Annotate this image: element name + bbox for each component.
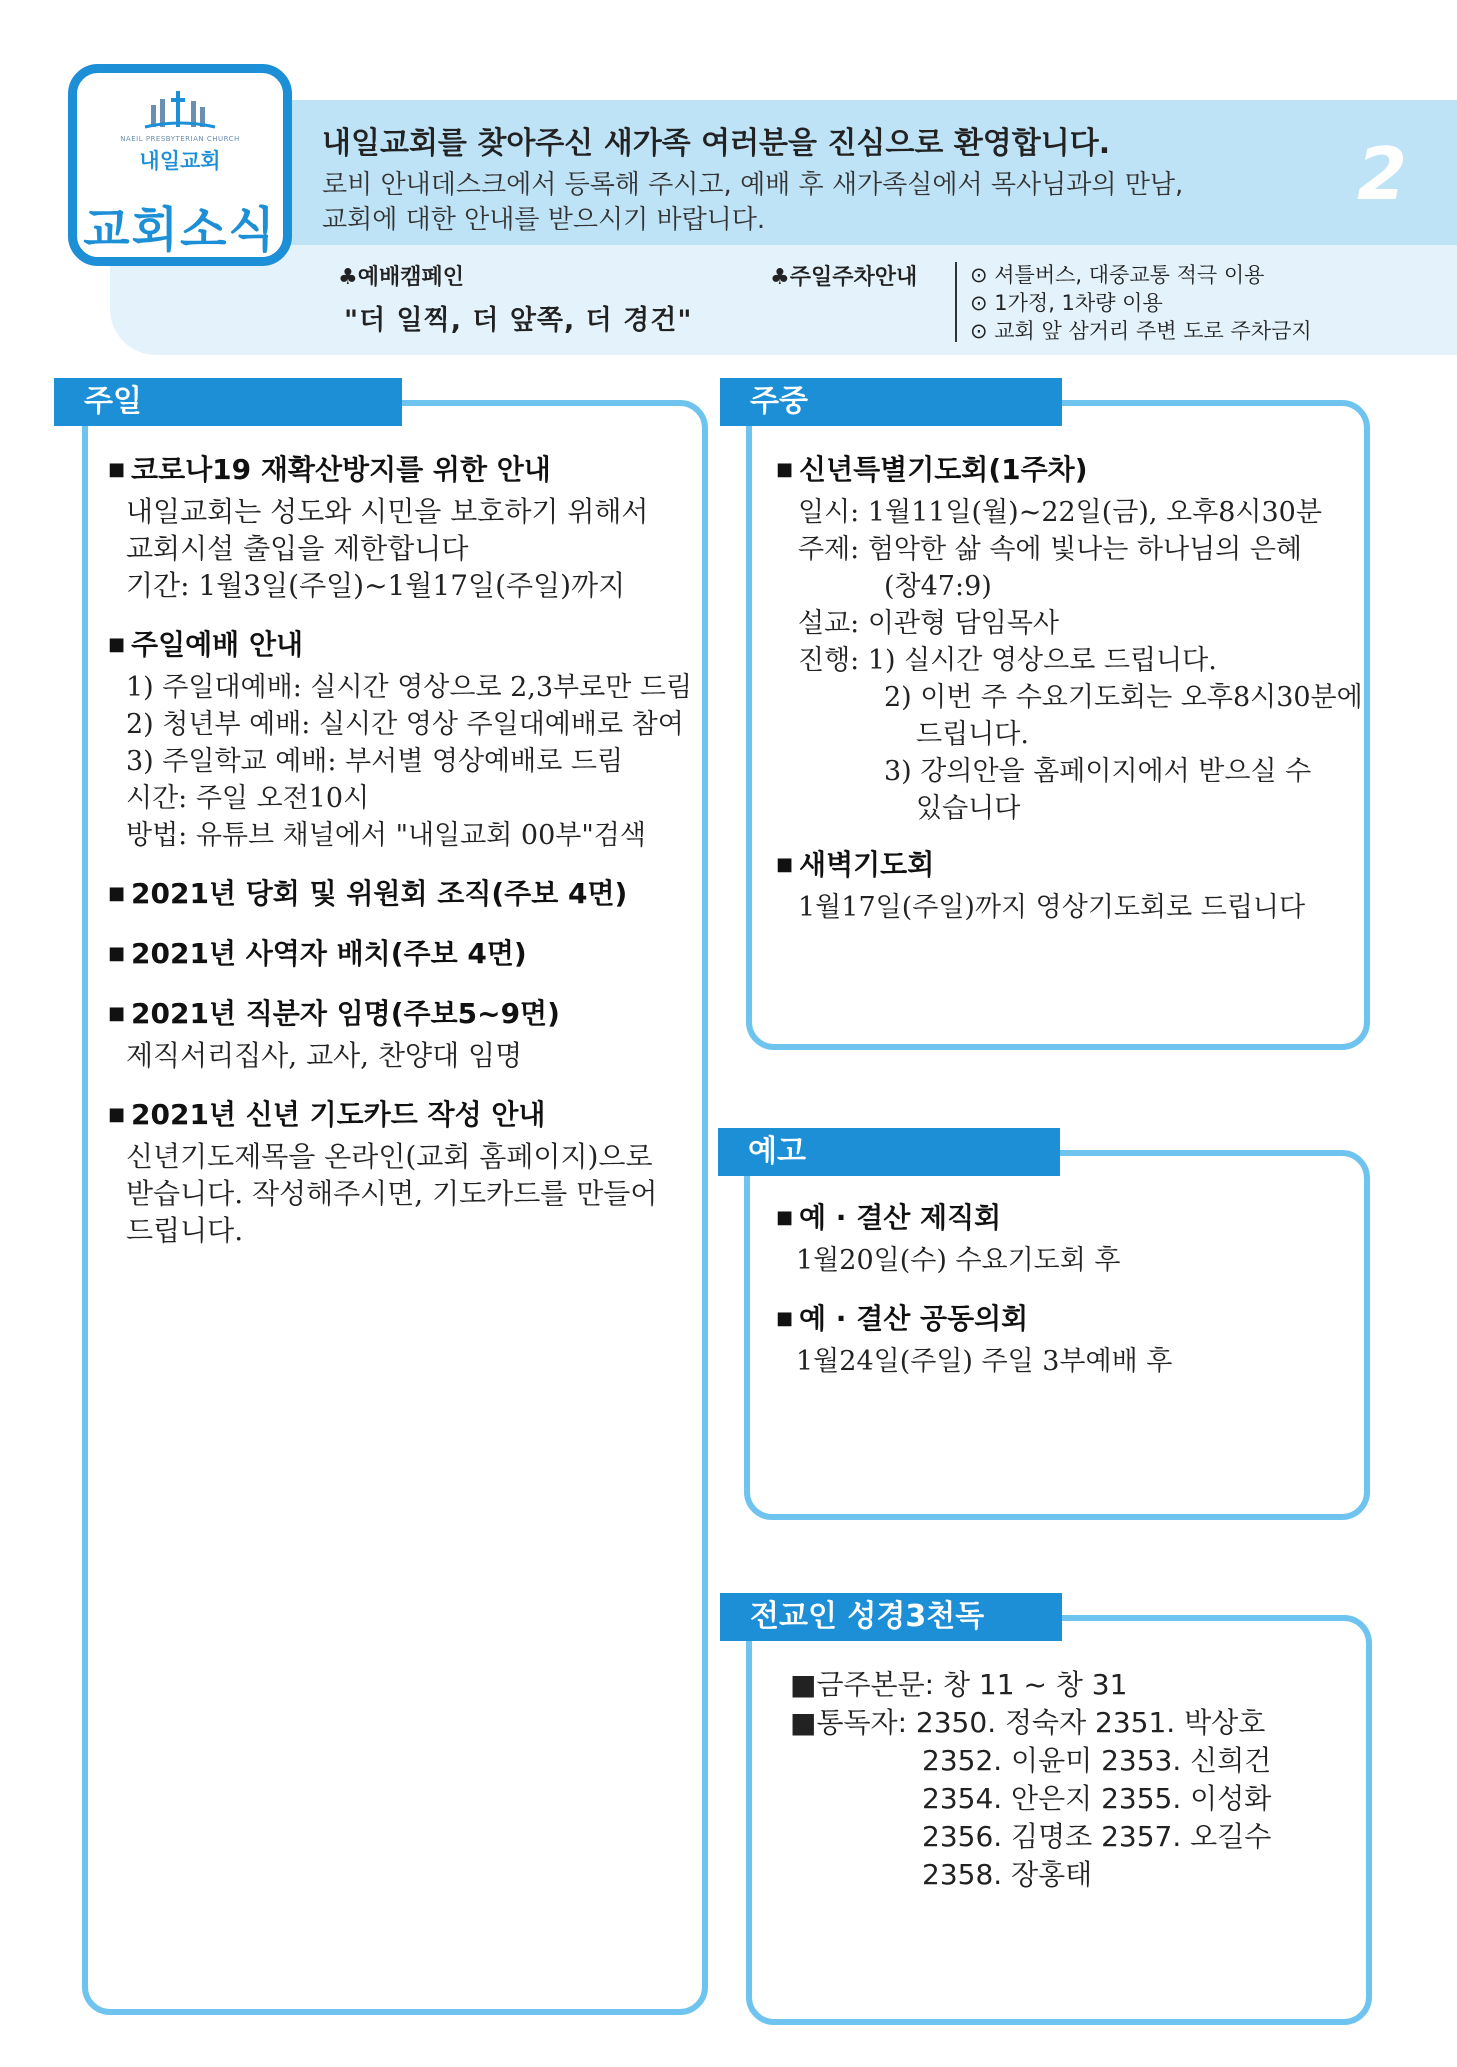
notice-item-title: ■ 예 · 결산 공동의회 bbox=[776, 1302, 1029, 1335]
sunday-item-title: ■ 2021년 당회 및 위원회 조직(주보 4면) bbox=[108, 877, 628, 910]
weekday-item-line: 설교: 이관형 담임목사 bbox=[798, 608, 1059, 639]
notice-item-line: 1월24일(주일) 주일 3부예배 후 bbox=[796, 1346, 1173, 1377]
parking-divider bbox=[955, 262, 957, 342]
bible-reader-line: 2354. 안은지 2355. 이성화 bbox=[922, 1782, 1272, 1815]
sunday-item-title: ■ 2021년 직분자 임명(주보5~9면) bbox=[108, 997, 560, 1030]
weekday-item-line: 주제: 험악한 삶 속에 빛나는 하나님의 은혜 bbox=[798, 534, 1302, 565]
bible-reader-line: 2358. 장홍태 bbox=[922, 1858, 1093, 1891]
bible-tab: 전교인 성경3천독 bbox=[720, 1593, 1062, 1641]
sunday-item-title: ■ 2021년 신년 기도카드 작성 안내 bbox=[108, 1098, 546, 1131]
weekday-item-line: 진행: 1) 실시간 영상으로 드립니다. bbox=[798, 645, 1217, 676]
parking-item: ⊙ 셔틀버스, 대중교통 적극 이용 bbox=[970, 263, 1265, 287]
weekday-item-line: (창47:9) bbox=[884, 571, 992, 602]
sunday-item-line: 제직서리집사, 교사, 찬양대 임명 bbox=[126, 1039, 523, 1072]
weekday-item-line: 드립니다. bbox=[916, 719, 1029, 750]
sunday-item-title: ■ 주일예배 안내 bbox=[108, 628, 304, 661]
campaign-label: ♣예배캠페인 bbox=[338, 265, 464, 290]
sunday-item-line: 신년기도제목을 온라인(교회 홈페이지)으로 bbox=[126, 1140, 653, 1173]
sunday-item-line: 기간: 1월3일(주일)~1월17일(주일)까지 bbox=[126, 569, 626, 602]
bible-reader-line: 2356. 김명조 2357. 오길수 bbox=[922, 1820, 1272, 1853]
weekday-item-line: 있습니다 bbox=[916, 793, 1021, 824]
weekday-item-title: ■ 신년특별기도회(1주차) bbox=[776, 453, 1088, 486]
sunday-item-line: 드립니다. bbox=[126, 1214, 244, 1247]
bible-passage: ■금주본문: 창 11 ~ 창 31 bbox=[790, 1668, 1128, 1701]
weekday-item-line: 3) 강의안을 홈페이지에서 받으실 수 bbox=[884, 756, 1312, 787]
weekday-item-line: 일시: 1월11일(월)~22일(금), 오후8시30분 bbox=[798, 497, 1322, 528]
campaign-slogan: "더 일찍, 더 앞쪽, 더 경건" bbox=[344, 305, 693, 336]
sunday-item-title: ■ 코로나19 재확산방지를 위한 안내 bbox=[108, 453, 551, 486]
church-logo-box bbox=[68, 64, 292, 266]
welcome-line: 교회에 대한 안내를 받으시기 바랍니다. bbox=[322, 205, 766, 235]
weekday-tab: 주중 bbox=[720, 378, 1062, 426]
welcome-heading: 내일교회를 찾아주신 새가족 여러분을 진심으로 환영합니다. bbox=[322, 126, 1111, 161]
notice-tab: 예고 bbox=[718, 1128, 1060, 1176]
bible-readers: ■통독자: 2350. 정숙자 2351. 박상호 bbox=[790, 1706, 1266, 1739]
parking-item: ⊙ 1가정, 1차량 이용 bbox=[970, 291, 1163, 315]
notice-item-line: 1월20일(수) 수요기도회 후 bbox=[796, 1245, 1121, 1276]
notice-item-title: ■ 예 · 결산 제직회 bbox=[776, 1201, 1002, 1234]
sunday-item-line: 내일교회는 성도와 시민을 보호하기 위해서 bbox=[126, 495, 649, 528]
parking-label: ♣주일주차안내 bbox=[770, 265, 918, 290]
sunday-item-line: 1) 주일대예배: 실시간 영상으로 2,3부로만 드림 bbox=[126, 672, 693, 703]
sunday-item-line: 받습니다. 작성해주시면, 기도카드를 만들어 bbox=[126, 1177, 658, 1210]
page-number: 2 bbox=[1357, 132, 1408, 216]
sunday-item-line: 2) 청년부 예배: 실시간 영상 주일대예배로 참여 bbox=[126, 709, 684, 740]
parking-item: ⊙ 교회 앞 삼거리 주변 도로 주차금지 bbox=[970, 319, 1312, 343]
church-logo-icon bbox=[143, 89, 217, 133]
weekday-item-line: 2) 이번 주 수요기도회는 오후8시30분에 bbox=[884, 682, 1363, 713]
page-title: 교회소식 bbox=[83, 202, 277, 258]
sunday-item-line: 교회시설 출입을 제한합니다 bbox=[126, 532, 469, 565]
sunday-item-line: 방법: 유튜브 채널에서 "내일교회 00부"검색 bbox=[126, 820, 646, 851]
sunday-tab: 주일 bbox=[54, 378, 402, 426]
sunday-item-line: 3) 주일학교 예배: 부서별 영상예배로 드림 bbox=[126, 746, 624, 777]
bible-reader-line: 2352. 이윤미 2353. 신희건 bbox=[922, 1744, 1272, 1777]
logo-korean-text: 내일교회 bbox=[139, 149, 221, 173]
weekday-item-line: 1월17일(주일)까지 영상기도회로 드립니다 bbox=[798, 892, 1306, 923]
sunday-item-title: ■ 2021년 사역자 배치(주보 4면) bbox=[108, 937, 527, 970]
sunday-item-line: 시간: 주일 오전10시 bbox=[126, 783, 370, 814]
welcome-line: 로비 안내데스크에서 등록해 주시고, 예배 후 새가족실에서 목사님과의 만남, bbox=[322, 170, 1184, 200]
weekday-item-title: ■ 새벽기도회 bbox=[776, 848, 935, 881]
logo-english-text: NAEIL PRESBYTERIAN CHURCH bbox=[120, 135, 240, 143]
